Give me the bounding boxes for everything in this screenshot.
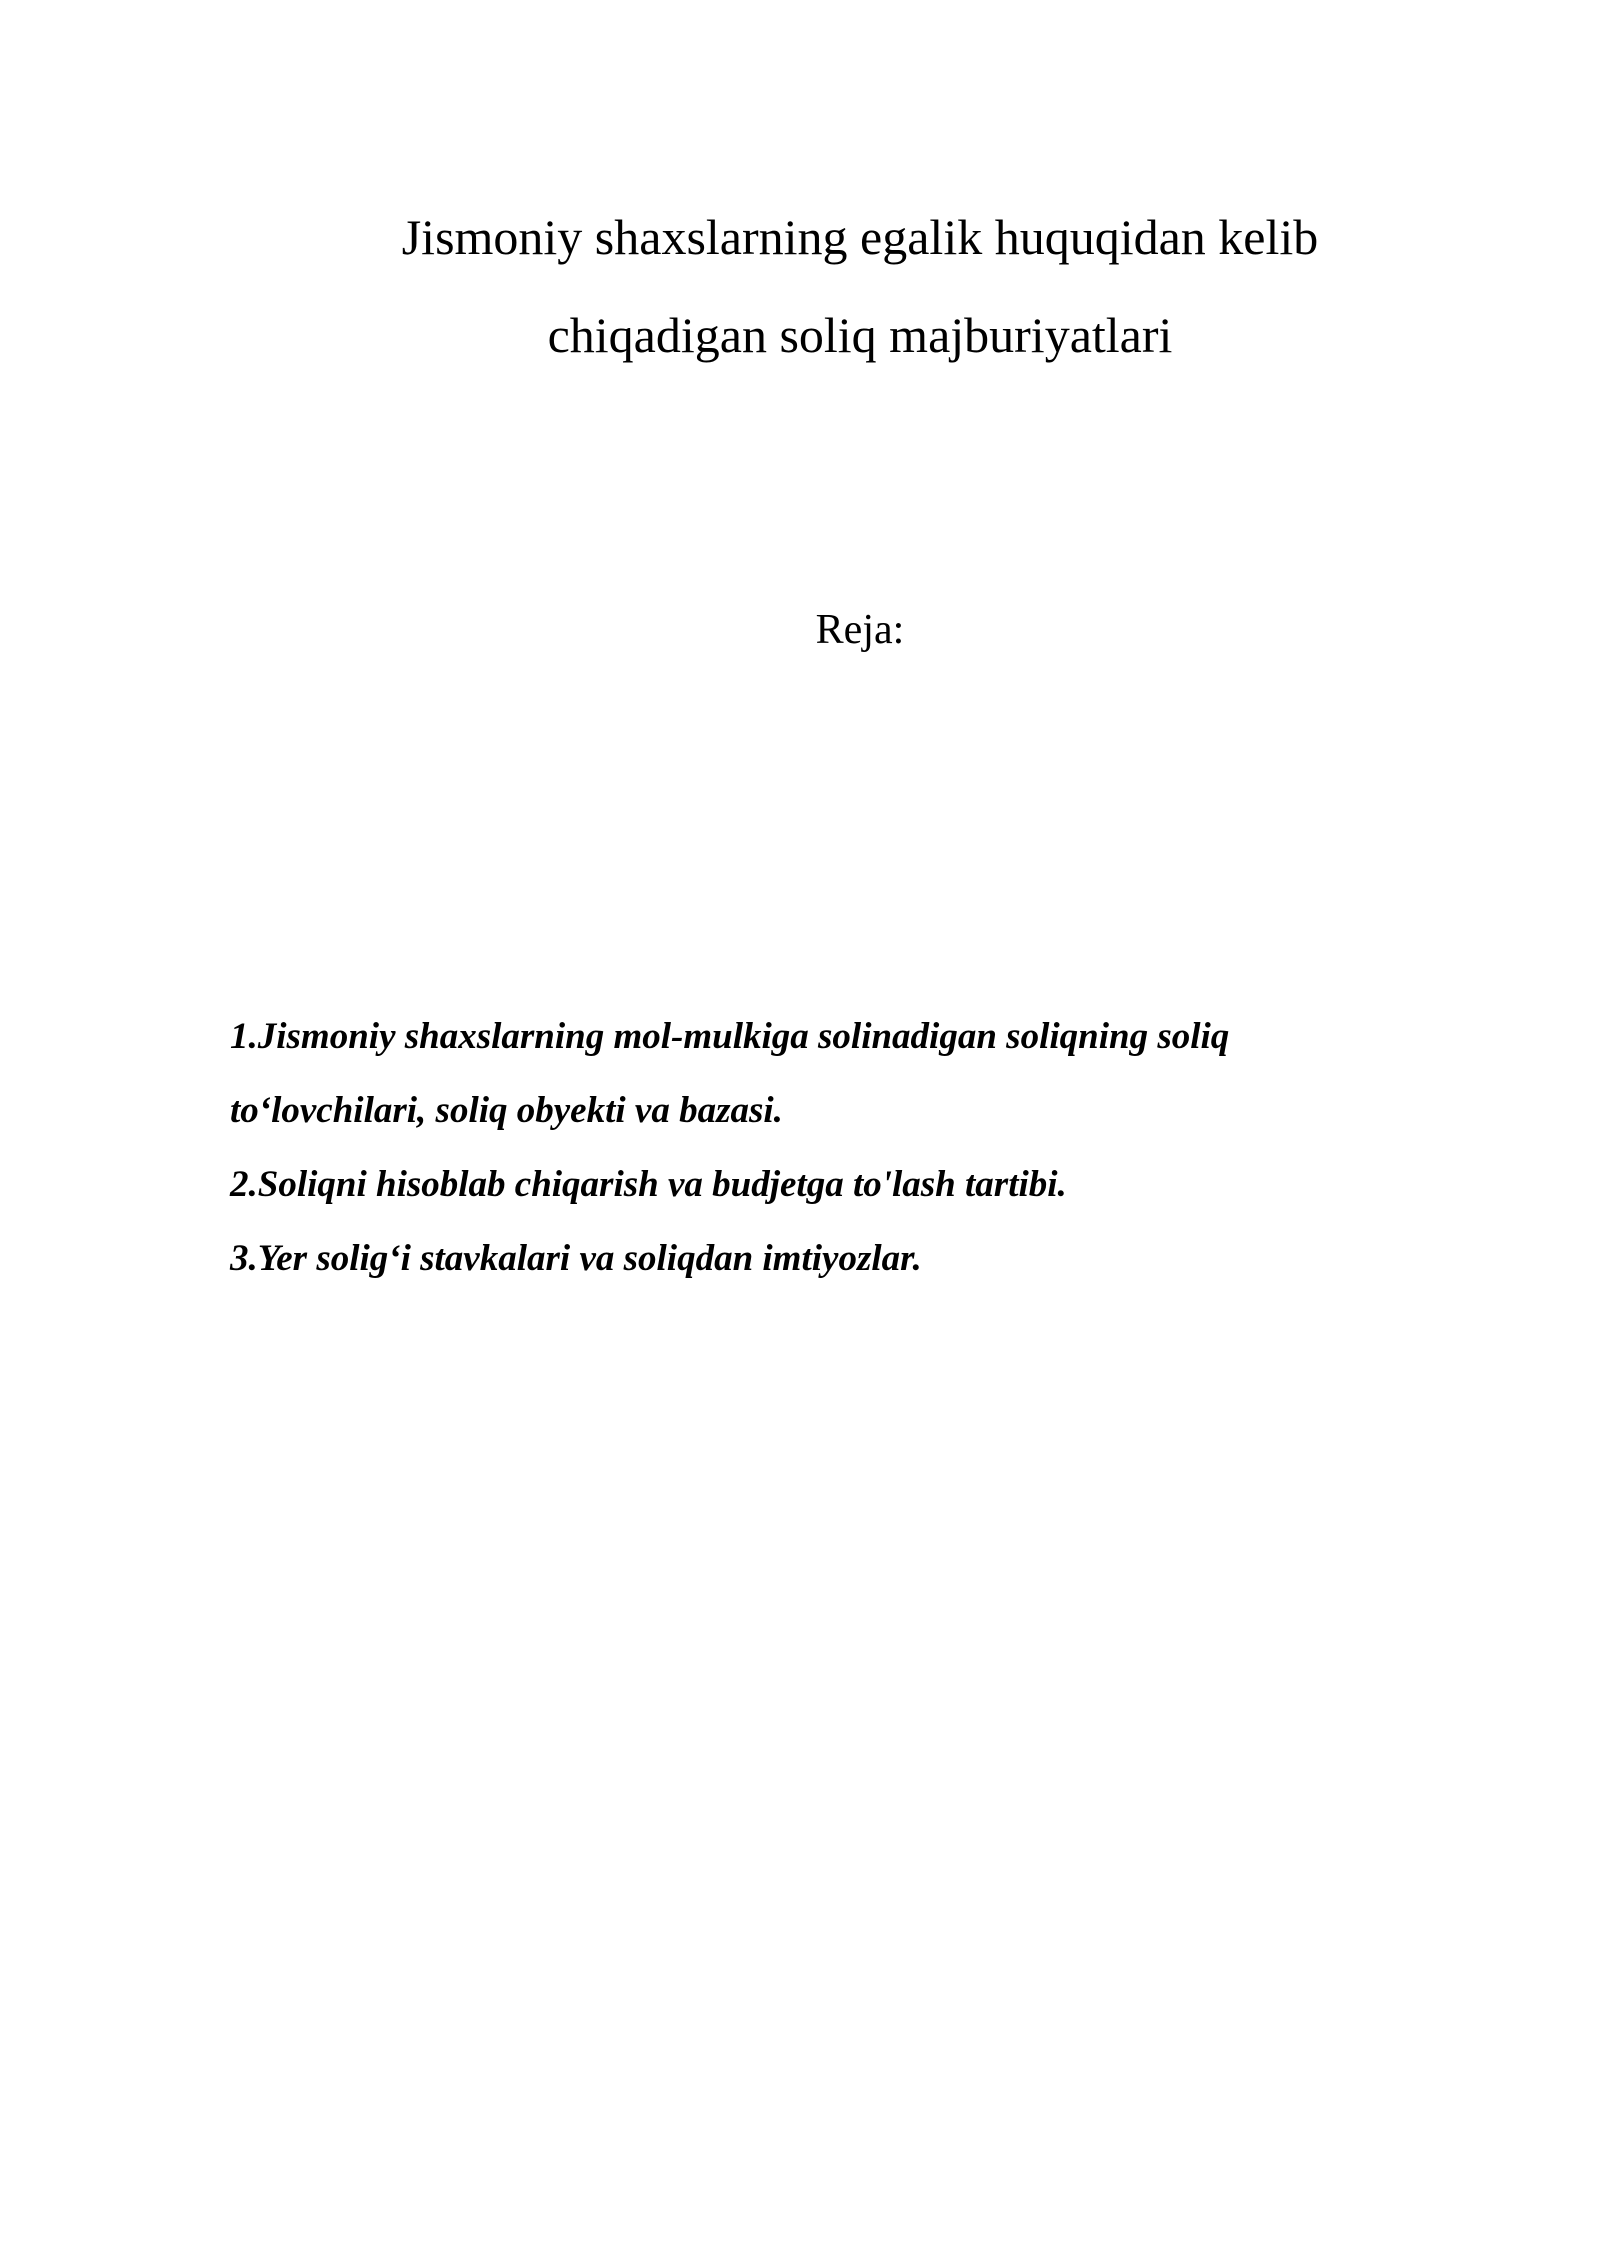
plan-item-line: 1.Jismoniy shaxslarning mol-mulkiga solinadigan soliqning soliq — [230, 1016, 1230, 1057]
document-title-line: Jismoniy shaxslarning egalik huquqidan kelib — [401, 209, 1319, 265]
plan-heading: Reja: — [815, 607, 905, 653]
plan-item-line: 2.Soliqni hisoblab chiqarish va budjetga to'lash tartibi. — [230, 1164, 1067, 1205]
document-title — [260, 188, 1460, 384]
plan-item-line: 3.Yer solig‘i stavkalari va soliqdan imtiyozlar. — [230, 1238, 922, 1279]
plan-list — [230, 1000, 1430, 1296]
document-title-line: chiqadigan soliq majburiyatlari — [547, 307, 1173, 363]
plan-item — [230, 1222, 1430, 1296]
plan-item-line: to‘lovchilari, soliq obyekti va bazasi. — [230, 1090, 783, 1131]
plan-item — [230, 1000, 1430, 1148]
plan-item — [230, 1148, 1430, 1222]
